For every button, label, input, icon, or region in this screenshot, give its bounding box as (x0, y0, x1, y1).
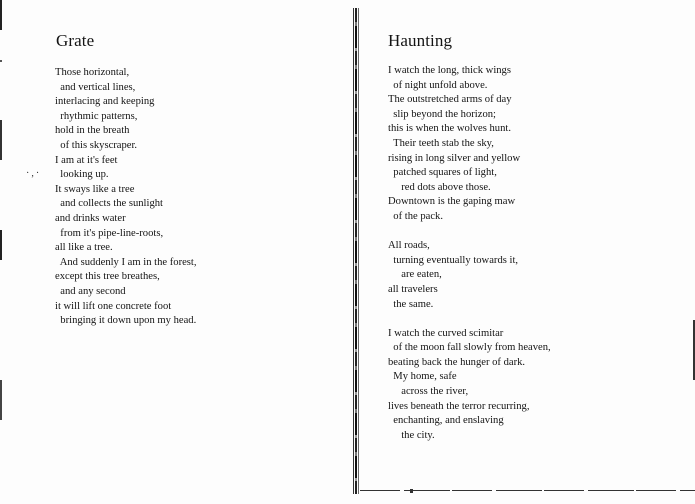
poem-line: slip beyond the horizon; (388, 108, 496, 120)
poem-line: lives beneath the terror recurring, (388, 400, 530, 412)
poem-line: I watch the curved scimitar (388, 327, 504, 339)
poem-line: the city. (388, 429, 435, 441)
poem-line: Their teeth stab the sky, (388, 137, 494, 149)
poem-line: and collects the sunlight (55, 198, 163, 210)
poem-line: Downtown is the gaping maw (388, 196, 516, 208)
poem-line: hold in the breath (55, 125, 130, 137)
poem-line: turning eventually towards it, (388, 254, 519, 266)
poem-line: Those horizontal, (55, 67, 130, 78)
poem-line: of this skyscraper. (55, 139, 138, 151)
poem-line: patched squares of light, (388, 167, 497, 179)
poem-line (388, 312, 551, 327)
poem-line: I am at it's feet (55, 154, 118, 166)
book-spine (352, 8, 358, 494)
poem-line: The outstretched arms of day (388, 94, 512, 106)
poem-line: and drinks water (55, 212, 126, 224)
poem-line: interlacing and keeping (55, 96, 155, 108)
poem-line (388, 225, 551, 240)
poem-line: I watch the long, thick wings (388, 65, 511, 76)
poem-line: from it's pipe-line-roots, (55, 227, 164, 239)
poem-line: rising in long silver and yellow (388, 152, 521, 164)
poem-line: looking up. (55, 169, 109, 181)
poem-line: and vertical lines, (55, 81, 136, 93)
poem-line: bringing it down upon my head. (55, 315, 197, 327)
poem-line: All roads, (388, 240, 430, 252)
poem-line: and any second (55, 285, 126, 297)
poem-line: except this tree breathes, (55, 271, 160, 283)
poem-line: beating back the hunger of dark. (388, 356, 526, 368)
poem-line: enchanting, and enslaving (388, 415, 504, 427)
poem-line: My home, safe (388, 371, 457, 383)
poem-line: this is when the wolves hunt. (388, 123, 511, 135)
scan-speck: ·,· (26, 168, 42, 179)
poem-line: of night unfold above. (388, 79, 488, 91)
poem-grate (55, 66, 197, 329)
poem-line: all travelers (388, 283, 438, 295)
poem-line: rhythmic patterns, (55, 110, 138, 122)
bottom-edge-mark (410, 489, 413, 493)
left-scan-edge (0, 0, 2, 504)
poem-haunting (388, 64, 551, 443)
poem-line: red dots above those. (388, 181, 491, 193)
poem-line: It sways like a tree (55, 183, 135, 195)
poem-line: of the pack. (388, 210, 444, 222)
poem-line: of the moon fall slowly from heaven, (388, 342, 551, 354)
poem-line: across the river, (388, 386, 469, 398)
poem-line: And suddenly I am in the forest, (55, 256, 197, 268)
poem-line: it will lift one concrete foot (55, 300, 172, 312)
poem-line: are eaten, (388, 269, 442, 281)
poem-title-grate: Grate (56, 31, 95, 50)
poem-title-haunting: Haunting (388, 31, 453, 50)
poem-line: all like a tree. (55, 242, 113, 254)
poem-line: the same. (388, 298, 434, 310)
